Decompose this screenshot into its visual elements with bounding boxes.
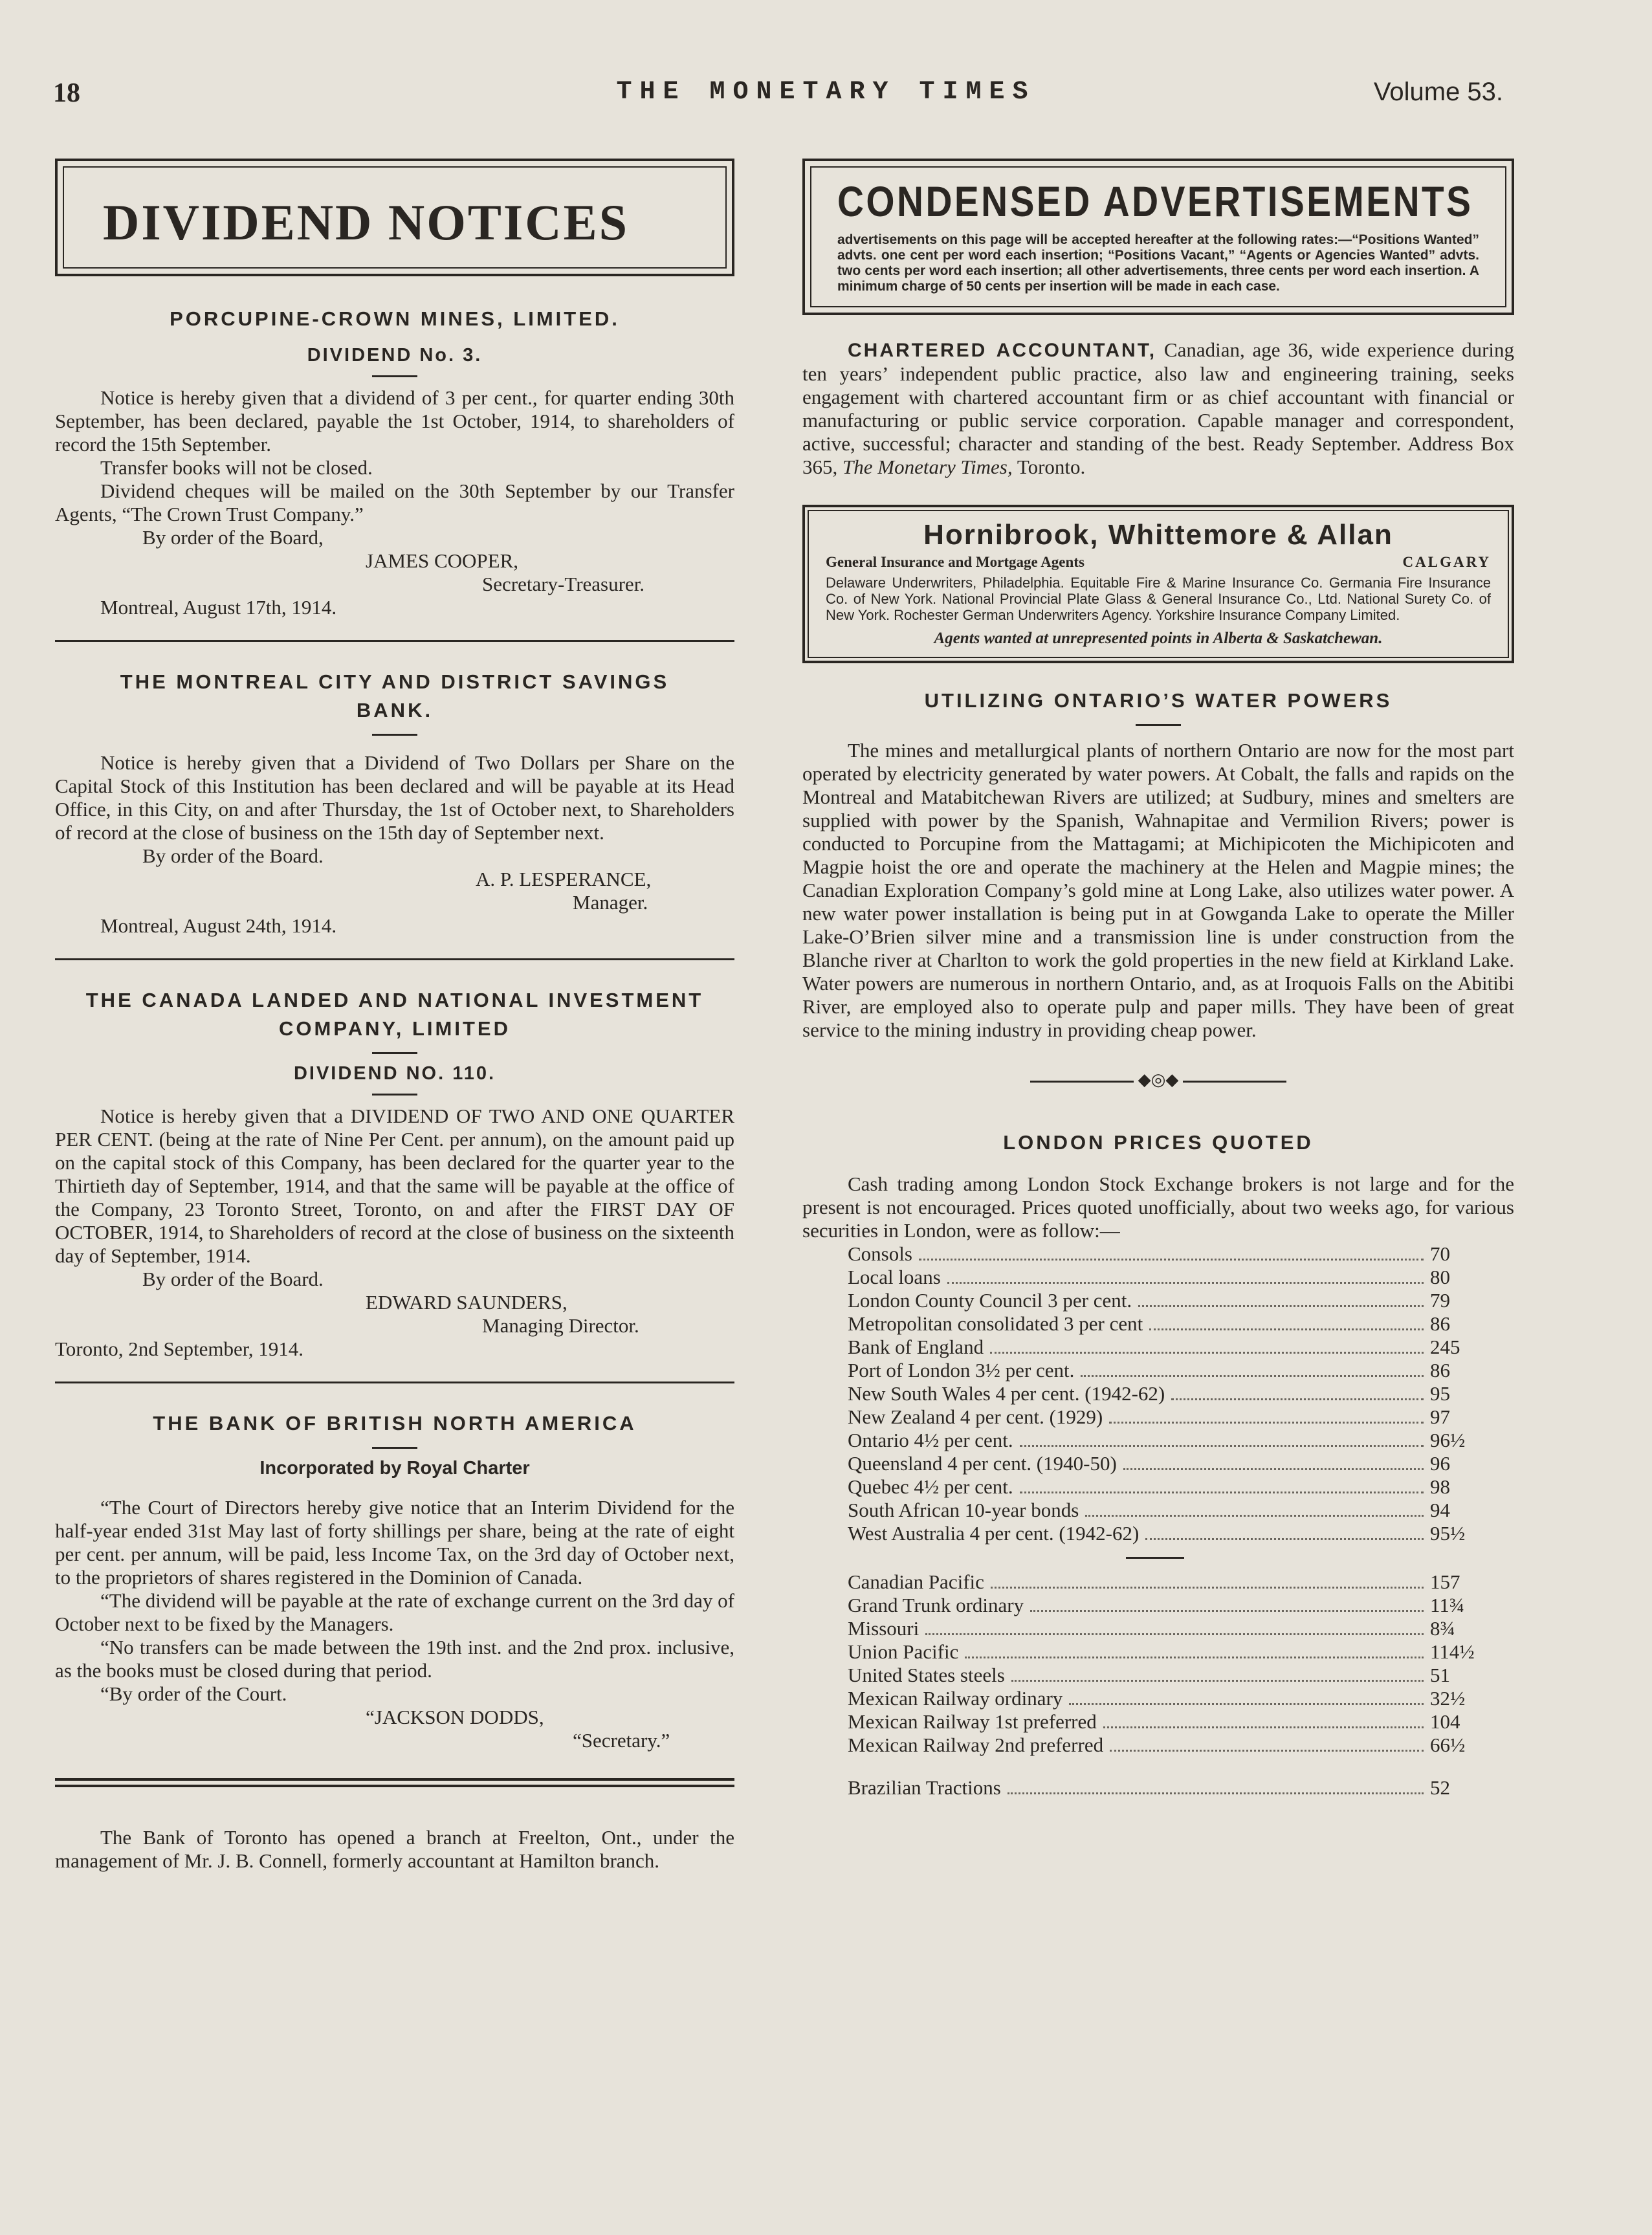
ad-journal: The Monetary Times, bbox=[843, 456, 1013, 478]
security-name: Mexican Railway 1st preferred bbox=[848, 1710, 1097, 1733]
security-price: 11¾ bbox=[1430, 1594, 1465, 1616]
water-powers-title: UTILIZING ONTARIO’S WATER POWERS bbox=[924, 689, 1393, 712]
leader-dots bbox=[1011, 1680, 1424, 1682]
short-rule bbox=[372, 375, 417, 377]
bank-bna-signer: “JACKSON DODDS, bbox=[366, 1706, 544, 1728]
porcupine-paragraph: Transfer books will not be closed. bbox=[100, 456, 373, 479]
leader-dots bbox=[1123, 1468, 1424, 1470]
price-row bbox=[848, 1570, 1475, 1594]
leader-dots bbox=[1171, 1398, 1424, 1400]
montreal-savings-place-date: Montreal, August 24th, 1914. bbox=[100, 914, 337, 937]
security-price: 79 bbox=[1430, 1289, 1450, 1312]
leader-dots bbox=[1145, 1538, 1424, 1540]
security-price: 157 bbox=[1430, 1570, 1460, 1593]
bank-bna-paragraph: “The dividend will be payable at the rate of exchange current on the 3rd day of October next to be fixed by the Managers. bbox=[55, 1589, 734, 1635]
section-rule bbox=[55, 640, 734, 642]
security-price: 96 bbox=[1430, 1452, 1450, 1475]
security-name: West Australia 4 per cent. (1942-62) bbox=[848, 1522, 1140, 1545]
security-price: 98 bbox=[1430, 1475, 1450, 1498]
price-row bbox=[848, 1776, 1475, 1800]
security-price: 95½ bbox=[1430, 1522, 1466, 1545]
porcupine-company: PORCUPINE-CROWN MINES, LIMITED. bbox=[170, 307, 620, 330]
dividend-notices-title: DIVIDEND NOTICES bbox=[103, 194, 629, 250]
security-name: Consols bbox=[848, 1242, 912, 1265]
security-price: 245 bbox=[1430, 1336, 1460, 1358]
price-group-railways bbox=[848, 1570, 1475, 1757]
canada-landed-signer: EDWARD SAUNDERS, bbox=[366, 1291, 567, 1314]
security-price: 80 bbox=[1430, 1266, 1450, 1288]
security-name: Bank of England bbox=[848, 1336, 984, 1358]
bank-bna-paragraph: “No transfers can be made between the 19th inst. and the 2nd prox. inclusive, as the books must be closed during that period. bbox=[55, 1636, 734, 1682]
ad-city: Toronto. bbox=[1017, 456, 1086, 478]
security-name: Ontario 4½ per cent. bbox=[848, 1429, 1013, 1451]
security-name: New South Wales 4 per cent. (1942-62) bbox=[848, 1382, 1165, 1405]
security-price: 70 bbox=[1430, 1242, 1450, 1265]
montreal-savings-company: THE MONTREAL CITY AND DISTRICT SAVINGS BANK. bbox=[120, 670, 670, 721]
price-row bbox=[848, 1405, 1475, 1429]
leader-dots bbox=[919, 1259, 1424, 1261]
porcupine-signer: JAMES COOPER, bbox=[366, 549, 518, 572]
price-row bbox=[848, 1499, 1475, 1522]
leader-dots bbox=[991, 1587, 1424, 1589]
price-row bbox=[848, 1617, 1475, 1640]
porcupine-paragraph: Dividend cheques will be mailed on the 30th September by our Transfer Agents, “The Crown Trust Company.” bbox=[55, 479, 734, 525]
london-prices-title: LONDON PRICES QUOTED bbox=[1003, 1131, 1314, 1154]
canada-landed-signer-title: Managing Director. bbox=[482, 1314, 639, 1337]
price-list bbox=[848, 1242, 1475, 1800]
security-price: 104 bbox=[1430, 1710, 1460, 1733]
security-name: Quebec 4½ per cent. bbox=[848, 1475, 1013, 1498]
leader-dots bbox=[1085, 1515, 1424, 1517]
price-row bbox=[848, 1242, 1475, 1266]
price-row bbox=[848, 1687, 1475, 1710]
short-rule bbox=[372, 1052, 417, 1054]
price-row bbox=[848, 1475, 1475, 1499]
price-row bbox=[848, 1266, 1475, 1289]
security-name: Canadian Pacific bbox=[848, 1570, 984, 1593]
security-name: South African 10-year bonds bbox=[848, 1499, 1079, 1521]
canada-landed-dividend-no: DIVIDEND NO. 110. bbox=[293, 1063, 496, 1084]
leader-dots bbox=[990, 1352, 1424, 1354]
porcupine-signer-title: Secretary-Treasurer. bbox=[482, 573, 645, 595]
chartered-accountant-ad bbox=[802, 338, 1514, 479]
price-row bbox=[848, 1336, 1475, 1359]
leader-dots bbox=[1020, 1492, 1424, 1493]
bank-bna-subtitle: Incorporated by Royal Charter bbox=[259, 1458, 530, 1479]
ornament-divider: ◆◎◆ bbox=[802, 1070, 1514, 1090]
security-price: 8¾ bbox=[1430, 1617, 1455, 1640]
canada-landed-place-date: Toronto, 2nd September, 1914. bbox=[55, 1338, 304, 1360]
volume-number: Volume 53. bbox=[1373, 78, 1503, 106]
security-price: 51 bbox=[1430, 1664, 1450, 1686]
price-row bbox=[848, 1382, 1475, 1405]
leader-dots bbox=[1109, 1422, 1424, 1424]
price-row bbox=[848, 1710, 1475, 1734]
security-price: 52 bbox=[1430, 1776, 1450, 1799]
leader-dots bbox=[947, 1282, 1424, 1284]
porcupine-order: By order of the Board, bbox=[142, 526, 324, 549]
security-price: 96½ bbox=[1430, 1429, 1466, 1451]
security-price: 66½ bbox=[1430, 1734, 1466, 1756]
insurance-role: General Insurance and Mortgage Agents bbox=[826, 554, 1085, 570]
leader-dots bbox=[1138, 1305, 1424, 1307]
leader-dots bbox=[1008, 1792, 1424, 1794]
canada-landed-notice bbox=[55, 986, 734, 1361]
dividend-notices-banner bbox=[55, 159, 734, 276]
section-rule bbox=[55, 1382, 734, 1383]
security-name: Union Pacific bbox=[848, 1640, 959, 1663]
security-name: Brazilian Tractions bbox=[848, 1776, 1001, 1799]
price-row bbox=[848, 1522, 1475, 1545]
canada-landed-paragraph: Notice is hereby given that a DIVIDEND OF TWO AND ONE QUARTER PER CENT. (being at the rate of Nine Per Cent. per annum), on the amount paid up on the capital stock of this Company, has been declared for the quarter year to the Thirtieth day of September, 1914, and that the same will be payable at the office of the Company, 23 Toronto Street, Toronto, on and after the FIRST DAY OF OCTOBER, 1914, to Shareholders of record at the close of business on the sixteenth day of September, 1914. bbox=[55, 1105, 734, 1267]
leader-dots bbox=[965, 1657, 1424, 1658]
insurance-city: CALGARY bbox=[1402, 554, 1491, 570]
ad-text: Canadian, age 36, wide experience during ten years’ independent public practice, also law and engineering training, seeks engagement with chartered accountant firm or as chief accountant with financial or manufacturing or public service corporation. Capable manager and correspondent, active, successful; character and standing of the best. Ready September. Address Box 365, bbox=[802, 338, 1515, 478]
insurance-firm: Hornibrook, Whittemore & Allan bbox=[923, 519, 1393, 551]
price-row bbox=[848, 1640, 1475, 1664]
bank-bna-paragraph: “The Court of Directors hereby give notice that an Interim Dividend for the half-year ended 31st May last of forty shillings per share, being at the rate of eight per cent. per annum, will be paid, less Income Tax, on the 3rd day of October next, to the proprietors of shares registered in the Dominion of Canada. bbox=[55, 1496, 734, 1589]
page-number: 18 bbox=[53, 78, 80, 108]
condensed-ads-box bbox=[802, 159, 1514, 315]
porcupine-paragraph: Notice is hereby given that a dividend of 3 per cent., for quarter ending 30th September, has been declared, payable the 1st October, 1914, to shareholders of record the 15th September. bbox=[55, 386, 734, 456]
journal-title: THE MONETARY TIMES bbox=[616, 78, 1036, 107]
london-prices-article bbox=[802, 1129, 1514, 1800]
price-row bbox=[848, 1452, 1475, 1475]
short-rule bbox=[372, 734, 417, 736]
security-price: 86 bbox=[1430, 1359, 1450, 1382]
leader-dots bbox=[1103, 1726, 1424, 1728]
london-prices-intro: Cash trading among London Stock Exchange brokers is not large and for the present is not encouraged. Prices quoted unofficially, about two weeks ago, for various securities in London, were as follow:— bbox=[802, 1173, 1514, 1242]
porcupine-place-date: Montreal, August 17th, 1914. bbox=[100, 596, 337, 619]
price-row bbox=[848, 1734, 1475, 1757]
price-row bbox=[848, 1312, 1475, 1336]
montreal-savings-notice bbox=[55, 668, 734, 938]
leader-dots bbox=[1110, 1750, 1424, 1752]
security-name: London County Council 3 per cent. bbox=[848, 1289, 1132, 1312]
price-group-government bbox=[848, 1242, 1475, 1545]
double-rule bbox=[55, 1778, 734, 1787]
security-price: 86 bbox=[1430, 1312, 1450, 1335]
water-powers-text: The mines and metallurgical plants of northern Ontario are now for the most part operated by electricity generated by water powers. At Cobalt, the falls and rapids on the Montreal and Matabitchewan Rivers are utilized; at Sudbury, mines and smelters are supplied with power by the Spanish, Wahnapitae and Vermilion Rivers; power is conducted to Porcupine from the Mattagami; at Michipicoten the Michipicoten and Magpie hoist the ore and operate the machinery at the Helen and Magpie mines; the Canadian Exploration Company’s gold mine at Long Lake, also utilizes water power. A new water power installation is being put in at Gowganda Lake to operate the Miller Lake-O’Brien silver mine and a transmission line is under construction from the Blanche river at Charlton to work the gold properties in the new field at Kirkland Lake. Water powers are numerous in northern Ontario, and, as at Iroquois Falls on the Abitibi River, are employed also to operate pulp and paper mills. They have been of great service to the mining industry in providing cheap power. bbox=[802, 739, 1514, 1041]
security-name: United States steels bbox=[848, 1664, 1005, 1686]
canada-landed-company: THE CANADA LANDED AND NATIONAL INVESTMENT COMPANY, LIMITED bbox=[85, 989, 704, 1040]
security-price: 32½ bbox=[1430, 1687, 1466, 1710]
security-name: Mexican Railway 2nd preferred bbox=[848, 1734, 1104, 1756]
security-price: 114½ bbox=[1430, 1640, 1475, 1663]
leader-dots bbox=[925, 1633, 1424, 1635]
price-row bbox=[848, 1664, 1475, 1687]
leader-dots bbox=[1020, 1445, 1424, 1447]
short-rule bbox=[1126, 1557, 1184, 1559]
right-column bbox=[802, 159, 1514, 1800]
price-row bbox=[848, 1289, 1475, 1312]
porcupine-dividend-no: DIVIDEND No. 3. bbox=[307, 345, 483, 366]
security-name: New Zealand 4 per cent. (1929) bbox=[848, 1405, 1103, 1428]
leader-dots bbox=[1081, 1375, 1424, 1377]
insurance-footer: Agents wanted at unrepresented points in Alberta & Saskatchewan. bbox=[934, 630, 1383, 647]
security-price: 94 bbox=[1430, 1499, 1450, 1521]
security-price: 95 bbox=[1430, 1382, 1450, 1405]
short-rule bbox=[372, 1447, 417, 1449]
bank-bna-order: “By order of the Court. bbox=[100, 1682, 287, 1705]
left-column bbox=[55, 159, 734, 1873]
security-name: Mexican Railway ordinary bbox=[848, 1687, 1063, 1710]
canada-landed-order: By order of the Board. bbox=[142, 1268, 324, 1290]
price-row bbox=[848, 1359, 1475, 1382]
security-price: 97 bbox=[1430, 1405, 1450, 1428]
security-name: Port of London 3½ per cent. bbox=[848, 1359, 1075, 1382]
short-rule bbox=[372, 1094, 417, 1095]
security-name: Queensland 4 per cent. (1940-50) bbox=[848, 1452, 1117, 1475]
price-row bbox=[848, 1594, 1475, 1617]
montreal-savings-signer: A. P. LESPERANCE, bbox=[476, 868, 652, 890]
security-name: Missouri bbox=[848, 1617, 920, 1640]
security-name: Metropolitan consolidated 3 per cent bbox=[848, 1312, 1143, 1335]
porcupine-notice bbox=[55, 305, 734, 619]
price-group-other bbox=[848, 1776, 1475, 1800]
insurance-ad-box bbox=[802, 505, 1514, 663]
water-powers-article bbox=[802, 687, 1514, 1042]
bank-bna-notice bbox=[55, 1409, 734, 1752]
short-rule bbox=[1136, 724, 1181, 726]
ad-lead: CHARTERED ACCOUNTANT, bbox=[848, 340, 1157, 361]
bank-toronto-note: The Bank of Toronto has opened a branch at Freelton, Ont., under the management of Mr. J. B. Connell, formerly accountant at Hamilton branch. bbox=[55, 1826, 734, 1872]
leader-dots bbox=[1030, 1610, 1424, 1612]
security-name: Local loans bbox=[848, 1266, 941, 1288]
bank-bna-company: THE BANK OF BRITISH NORTH AMERICA bbox=[153, 1412, 637, 1435]
insurance-agents: Delaware Underwriters, Philadelphia. Equitable Fire & Marine Insurance Co. Germania Fire Insurance Co. of New York. National Provincial Plate Glass & General Insurance Co., Ltd. National Surety Co. of New York. Rochester German Underwriters Agency. Yorkshire Insurance Company Limited. bbox=[826, 575, 1491, 623]
condensed-ads-rates: advertisements on this page will be accepted hereafter at the following rates:—“Positions Wanted” advts. one cent per word each insertion; “Positions Vacant,” “Agents or Agencies Wanted” advts. two cents per word each insertion; all other advertisements, three cents per word each insertion. A minimum charge of 50 cents per insertion will be made in each case. bbox=[837, 232, 1479, 294]
condensed-ads-title: CONDENSED ADVERTISEMENTS bbox=[837, 177, 1473, 225]
section-rule bbox=[55, 958, 734, 960]
security-name: Grand Trunk ordinary bbox=[848, 1594, 1024, 1616]
montreal-savings-signer-title: Manager. bbox=[573, 891, 648, 914]
leader-dots bbox=[1069, 1703, 1424, 1705]
bank-bna-signer-title: “Secretary.” bbox=[573, 1729, 670, 1752]
price-row bbox=[848, 1429, 1475, 1452]
montreal-savings-order: By order of the Board. bbox=[142, 844, 324, 867]
leader-dots bbox=[1149, 1328, 1424, 1330]
montreal-savings-paragraph: Notice is hereby given that a Dividend of Two Dollars per Share on the Capital Stock of this Institution has been declared and will be payable at its Head Office, in this City, on and after Thursday, the 1st of October next, to Shareholders of record at the close of business on the 15th day of September next. bbox=[55, 751, 734, 844]
